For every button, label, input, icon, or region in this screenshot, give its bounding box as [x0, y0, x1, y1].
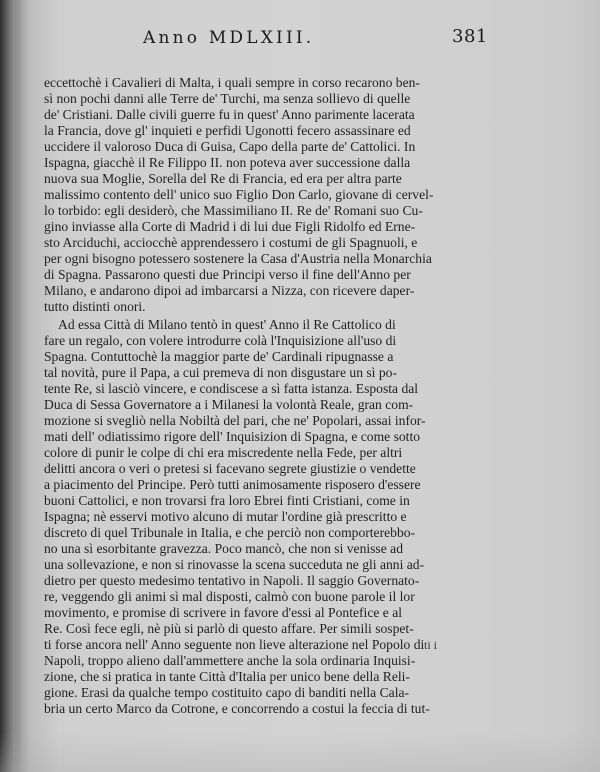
text-line: tutto distinti onori. [44, 299, 146, 314]
text-line: dietro per questo medesimo tentativo in Napoli. Il saggio Governato- [44, 573, 420, 588]
running-title: Anno MDLXIII. [143, 28, 315, 48]
text-line: colore di punir le colpe di chi era miscredente nella Fede, per altri [44, 445, 403, 460]
text-line: Spagna. Contuttochè la maggior parte de' Cardinali ripugnasse a [44, 349, 394, 364]
text-line: di Spagna. Passarono questi due Principi verso il fine dell'Anno per [44, 267, 411, 282]
text-line: re, veggendo gli animi sì mal disposti, calmò con buone parole il lor [44, 589, 415, 604]
catchword: ti i [424, 638, 438, 652]
text-line: Ad essa Città di Milano tentò in quest' Anno il Re Cattolico di [58, 317, 396, 332]
text-line: Ispagna, giacchè il Re Filippo II. non poteva aver successione dalla [44, 155, 411, 170]
text-line: mati dell' odiatissimo rigore dell' Inquisizion di Spagna, e come sotto [44, 429, 421, 444]
text-line: uccidere il valoroso Duca di Guisa, Capo della parte de' Cattolici. In [44, 139, 416, 154]
text-line: una sollevazione, e non si rinovasse la scena succeduta ne gli anni ad- [44, 557, 425, 572]
text-line: Re. Così fece egli, nè più si parlò di questo affare. Per simili sospet- [44, 621, 414, 636]
text-line: la Francia, dove gl' inquieti e perfidi Ugonotti fecero assassinare ed [44, 123, 411, 138]
text-line: Ispagna; nè esservi motivo alcuno di mutar l'ordine già prescritto e [44, 509, 407, 524]
page-number: 381 [452, 26, 488, 47]
text-line: a piacimento del Principe. Però tutti animosamente risposero d'essere [44, 477, 421, 492]
text-line: buoni Cattolici, e non trovarsi fra loro Ebrei finti Cristiani, come in [44, 493, 410, 508]
text-line: tente Re, si lasciò vincere, e condiscese a sì fatta istanza. Esposta dal [44, 381, 419, 396]
text-line: per ogni bisogno potessero sostenere la Casa d'Austria nella Monarchia [44, 251, 432, 266]
text-line: malissimo contento dell' unico suo Figlio Don Carlo, giovane di cervel- [44, 187, 434, 202]
text-line: Napoli, troppo alieno dall'ammettere anche la sola ordinaria Inquisi- [44, 653, 416, 668]
page-shadow [0, 732, 600, 772]
text-line: sì non pochi danni alle Terre de' Turchi, ma senza sollievo di quelle [44, 91, 411, 106]
page-binding-edge [0, 0, 22, 772]
text-line: Duca di Sessa Governatore a i Milanesi la volontà Reale, gran com- [44, 397, 414, 412]
running-head [0, 22, 600, 52]
text-line: de' Cristiani. Dalle civili guerre fu in quest' Anno parimente lacerata [44, 107, 415, 122]
text-line: ti forse ancora nell' Anno seguente non lieve alterazione nel Popolo di [44, 637, 425, 652]
text-line: Milano, e andarono dipoi ad imbarcarsi a Nizza, con ricevere daper- [44, 283, 415, 298]
text-line: no una sì esorbitante gravezza. Poco mancò, che non si venisse ad [44, 541, 403, 556]
text-line: bria un certo Marco da Cotrone, e concorrendo a costui la feccia di tut- [44, 701, 430, 716]
text-line: movimento, e promise di scrivere in favore d'essi al Pontefice e al [44, 605, 403, 620]
text-line: zione, che si pratica in tante Città d'Italia per unico bene della Reli- [44, 669, 410, 684]
text-line: gione. Erasi da qualche tempo costituito capo di banditi nella Cala- [44, 685, 410, 700]
text-line: eccettochè i Cavalieri di Malta, i quali sempre in corso recarono ben- [44, 75, 420, 90]
text-line: sto Arciduchi, acciocchè apprendessero i costumi de gli Spagnuoli, e [44, 235, 418, 250]
text-line: nuova sua Moglie, Sorella del Re di Francia, ed era per altra parte [44, 171, 402, 186]
text-line: lo torbido: egli desiderò, che Massimiliano II. Re de' Romani suo Cu- [44, 203, 423, 218]
text-line: delitti ancora o veri o pretesi si facevano segrete giustizie o vendette [44, 461, 416, 476]
text-line: fare un regalo, con volere introdurre colà l'Inquisizione all'uso di [44, 333, 397, 348]
text-line: mozione si svegliò nella Nobiltà del pari, che ne' Popolari, assai infor- [44, 413, 426, 428]
text-line: tal novità, pure il Papa, a cui premeva di non disgustare un sì po- [44, 365, 397, 380]
text-line: gino inviasse alla Corte di Madrid i di lui due Figli Ridolfo ed Erne- [44, 219, 416, 234]
text-line: discreto di quel Tribunale in Italia, e che perciò non comporterebbo- [44, 525, 416, 540]
